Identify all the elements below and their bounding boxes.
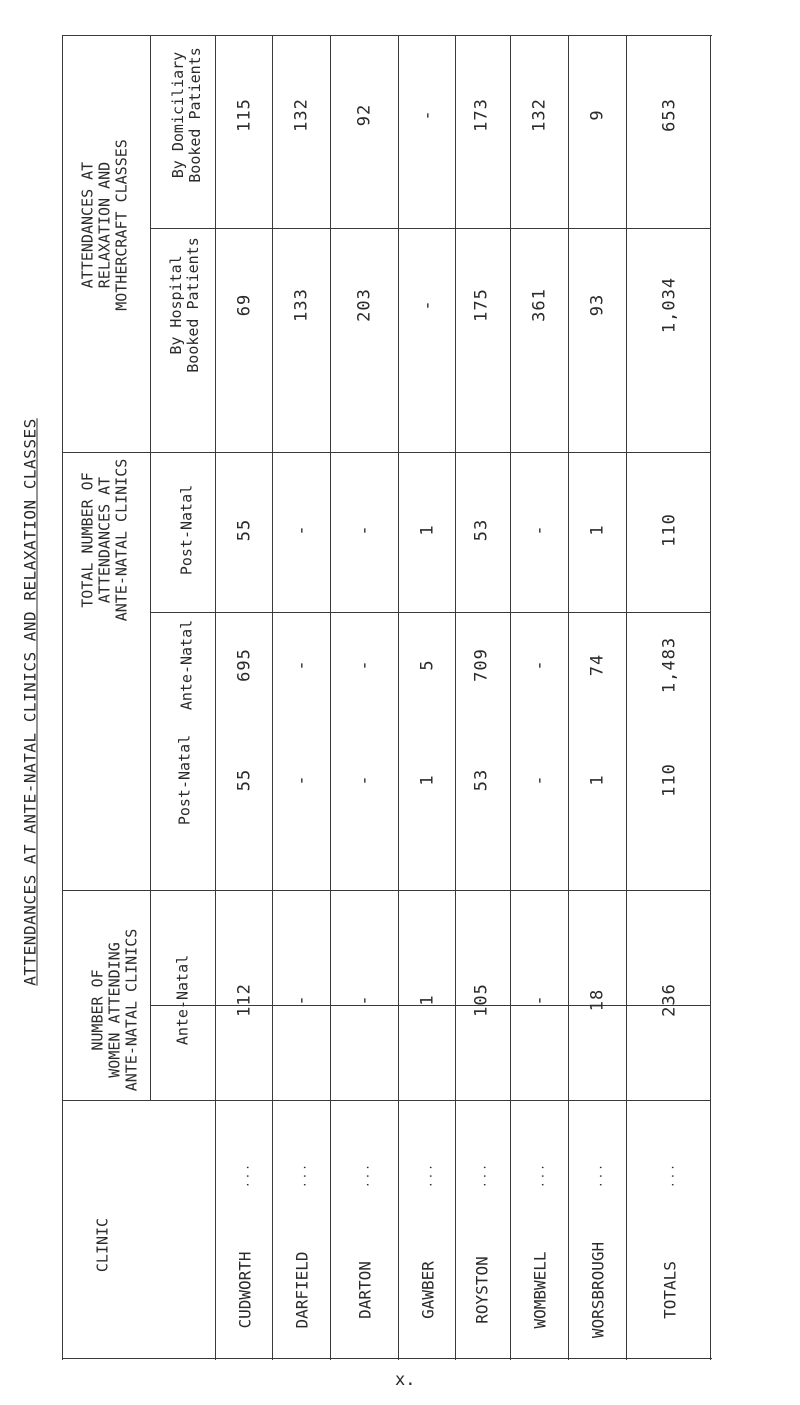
cell-total-post: 53 <box>471 518 492 542</box>
clinic-name: CUDWORTH <box>235 1251 255 1329</box>
cell-women-ante: 105 <box>471 983 492 1017</box>
header-divider <box>150 35 151 1100</box>
column-header-total-post: Post-Natal <box>177 484 196 576</box>
cell-total-ante: - <box>354 659 375 671</box>
cell-total-ante: 5 <box>417 659 438 671</box>
cell-total-post: - <box>354 524 375 536</box>
leader-dots: ... <box>238 1162 252 1188</box>
group-header-relax: ATTENDANCES AT RELAXATION AND MOTHERCRAFT CLASSES <box>78 139 131 311</box>
cell-women-post: - <box>354 774 375 786</box>
cell-domiciliary: 173 <box>471 98 492 132</box>
cell-hospital: 69 <box>234 293 255 317</box>
cell-total-post: - <box>529 524 550 536</box>
leader-dots: ... <box>663 1162 677 1188</box>
clinic-name: DARTON <box>355 1261 375 1319</box>
cell-domiciliary: 132 <box>529 98 550 132</box>
cell-total-ante: 1,483 <box>659 636 680 694</box>
group-divider-women-clinic <box>62 1100 710 1101</box>
cell-women-post: 53 <box>471 768 492 792</box>
cell-domiciliary: 9 <box>587 109 608 121</box>
cell-women-ante: 112 <box>234 983 255 1017</box>
cell-women-post: 1 <box>417 774 438 786</box>
cell-women-post: 55 <box>234 768 255 792</box>
cell-total-ante: - <box>291 659 312 671</box>
cell-women-post: - <box>291 774 312 786</box>
clinic-name: WOMBWELL <box>530 1251 550 1329</box>
group-divider-total-women <box>62 890 710 891</box>
row-divider-6 <box>568 35 569 1360</box>
cell-women-post: - <box>529 774 550 786</box>
cell-total-post: 1 <box>587 524 608 536</box>
cell-total-post: 110 <box>659 513 680 547</box>
cell-women-post: 1 <box>587 774 608 786</box>
row-divider-5 <box>510 35 511 1360</box>
cell-women-ante: 1 <box>417 994 438 1006</box>
cell-women-ante: - <box>354 994 375 1006</box>
group-header-total: TOTAL NUMBER OF ATTENDANCES AT ANTE-NATAL CLINICS <box>78 458 131 622</box>
column-header-hospital: By Hospital Booked Patients <box>167 237 202 373</box>
column-header-women-ante: Ante-Natal <box>173 954 192 1046</box>
cell-women-ante: 18 <box>587 988 608 1012</box>
cell-hospital: 93 <box>587 293 608 317</box>
column-header-domiciliary: By Domiciliary Booked Patients <box>169 47 204 183</box>
page-title: ATTENDANCES AT ANTE-NATAL CLINICS AND RELAXATION CLASSES <box>20 418 40 986</box>
cell-hospital: 175 <box>471 288 492 322</box>
cell-women-post: 110 <box>659 763 680 797</box>
cell-total-ante: 709 <box>471 648 492 682</box>
row-divider-2 <box>330 35 331 1360</box>
cell-women-ante: - <box>291 994 312 1006</box>
clinic-name: WORSBROUGH <box>588 1241 608 1339</box>
cell-women-ante: - <box>529 994 550 1006</box>
cell-domiciliary: 92 <box>354 103 375 127</box>
clinic-name: TOTALS <box>660 1261 680 1319</box>
cell-domiciliary: 132 <box>291 98 312 132</box>
leader-dots: ... <box>358 1162 372 1188</box>
cell-domiciliary: 115 <box>234 98 255 132</box>
cell-total-ante: - <box>529 659 550 671</box>
clinic-name: ROYSTON <box>472 1256 492 1324</box>
page-footer: x. <box>395 1370 416 1390</box>
cell-women-ante: 236 <box>659 983 680 1017</box>
leader-dots: ... <box>475 1162 489 1188</box>
group-divider-relax-total <box>62 452 710 453</box>
page-heading <box>0 0 60 1405</box>
cell-total-post: 1 <box>417 524 438 536</box>
cell-hospital: 203 <box>354 288 375 322</box>
row-divider-1 <box>272 35 273 1360</box>
leader-dots: ... <box>591 1162 605 1188</box>
cell-domiciliary: 653 <box>659 98 680 132</box>
row-divider-7 <box>626 35 627 1360</box>
row-divider-3 <box>398 35 399 1360</box>
cell-total-ante: 74 <box>587 653 608 677</box>
leader-dots: ... <box>421 1162 435 1188</box>
row-divider-0 <box>215 35 216 1360</box>
table-bottom-border <box>62 1358 712 1359</box>
group-header-women: NUMBER OF WOMEN ATTENDING ANTE-NATAL CLINICS <box>88 928 141 1092</box>
column-header-clinic: CLINIC <box>93 1217 112 1273</box>
table-top-border <box>62 35 712 36</box>
column-header-total-ante: Ante-Natal <box>177 619 196 711</box>
cell-total-post: 55 <box>234 518 255 542</box>
column-header-women-post: Post-Natal <box>175 734 194 826</box>
leader-dots: ... <box>295 1162 309 1188</box>
cell-hospital: 361 <box>529 288 550 322</box>
cell-total-ante: 695 <box>234 648 255 682</box>
cell-hospital: 1,034 <box>659 276 680 334</box>
cell-domiciliary: - <box>417 109 438 121</box>
cell-hospital: 133 <box>291 288 312 322</box>
clinic-name: GAWBER <box>418 1261 438 1319</box>
table-right-border <box>710 35 711 1360</box>
leader-dots: ... <box>533 1162 547 1188</box>
cell-hospital: - <box>417 299 438 311</box>
row-divider-4 <box>455 35 456 1360</box>
cell-total-post: - <box>291 524 312 536</box>
table-left-border <box>62 35 63 1360</box>
clinic-name: DARFIELD <box>292 1251 312 1329</box>
